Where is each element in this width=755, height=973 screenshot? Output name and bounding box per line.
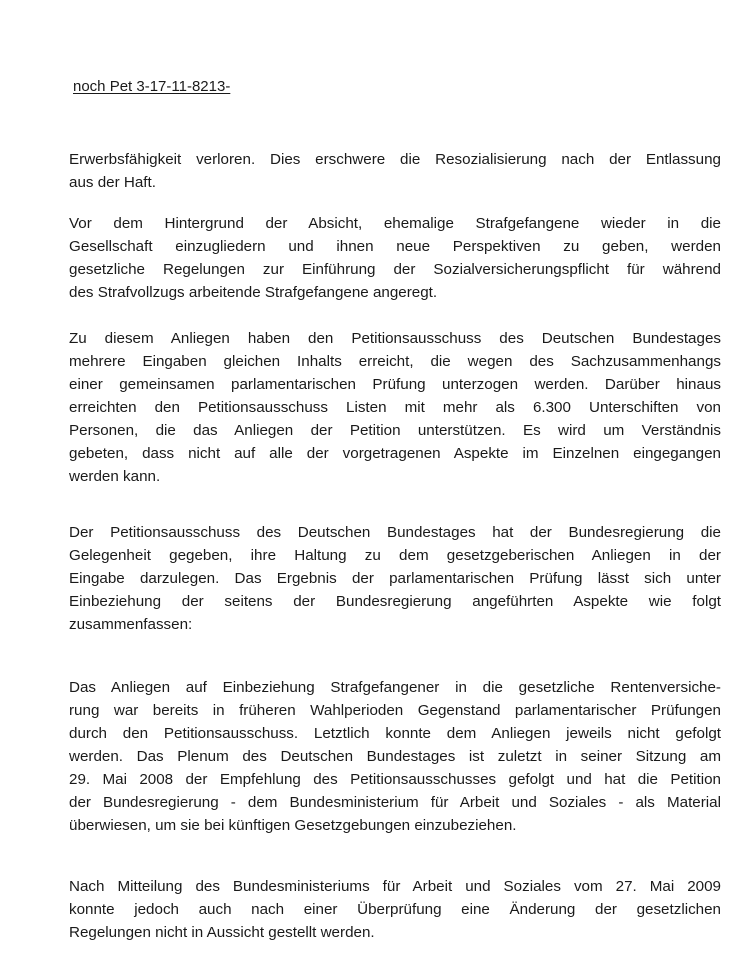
paragraph: [69, 327, 721, 488]
text-line: zusammenfassen:: [69, 616, 193, 633]
text-line: aus der Haft.: [69, 174, 156, 191]
text-line: Das Anliegen auf Einbeziehung Strafgefangener in die gesetzliche Rentenversiche-: [69, 679, 721, 696]
text-line: des Strafvollzugs arbeitende Strafgefangene angeregt.: [69, 284, 438, 301]
text-line: der Bundesregierung - dem Bundesministerium für Arbeit und Soziales - als Material: [69, 794, 721, 811]
text-line: rung war bereits in früheren Wahlperioden Gegenstand parlamentarischer Prüfungen: [69, 702, 721, 719]
text-line: erreichten den Petitionsausschuss Listen mit mehr als 6.300 Unterschiften von: [69, 399, 721, 416]
text-line: konnte jedoch auch nach einer Überprüfung eine Änderung der gesetzlichen: [69, 901, 721, 918]
text-line: gesetzliche Regelungen zur Einführung der Sozialversicherungspflicht für während: [69, 261, 721, 278]
paragraph: [69, 875, 721, 944]
text-line: Personen, die das Anliegen der Petition unterstützen. Es wird um Verständnis: [69, 422, 721, 439]
text-line: einer gemeinsamen parlamentarischen Prüfung unterzogen werden. Darüber hinaus: [69, 376, 721, 393]
text-line: Einbeziehung der seitens der Bundesregierung angeführten Aspekte wie folgt: [69, 593, 721, 610]
text-line: gebeten, dass nicht auf alle der vorgetragenen Aspekte im Einzelnen eingegangen: [69, 445, 721, 462]
text-line: Der Petitionsausschuss des Deutschen Bundestages hat der Bundesregierung die: [69, 524, 721, 541]
text-line: Regelungen nicht in Aussicht gestellt werden.: [69, 924, 375, 941]
paragraph: [69, 212, 721, 304]
text-line: Vor dem Hintergrund der Absicht, ehemalige Strafgefangene wieder in die: [69, 215, 721, 232]
paragraph: [69, 521, 721, 636]
text-line: überwiesen, um sie bei künftigen Gesetzgebungen einzubeziehen.: [69, 817, 517, 834]
text-line: Gelegenheit gegeben, ihre Haltung zu dem gesetzgeberischen Anliegen in der: [69, 547, 721, 564]
text-line: werden kann.: [69, 468, 161, 485]
text-line: 29. Mai 2008 der Empfehlung des Petitionsausschusses gefolgt und hat die Petition: [69, 771, 721, 788]
text-line: durch den Petitionsausschuss. Letztlich konnte dem Anliegen jeweils nicht gefolgt: [69, 725, 721, 742]
text-line: Gesellschaft einzugliedern und ihnen neue Perspektiven zu geben, werden: [69, 238, 721, 255]
text-line: werden. Das Plenum des Deutschen Bundestages ist zuletzt in seiner Sitzung am: [69, 748, 721, 765]
text-line: Zu diesem Anliegen haben den Petitionsausschuss des Deutschen Bundestages: [69, 330, 721, 347]
paragraph: [69, 148, 721, 194]
text-line: Erwerbsfähigkeit verloren. Dies erschwere die Resozialisierung nach der Entlassung: [69, 151, 721, 168]
text-line: mehrere Eingaben gleichen Inhalts erreicht, die wegen des Sachzusammenhangs: [69, 353, 721, 370]
petition-reference: noch Pet 3-17-11-8213-: [73, 78, 231, 95]
paragraph: [69, 676, 721, 837]
text-line: Nach Mitteilung des Bundesministeriums für Arbeit und Soziales vom 27. Mai 2009: [69, 878, 721, 895]
text-line: Eingabe darzulegen. Das Ergebnis der parlamentarischen Prüfung lässt sich unter: [69, 570, 721, 587]
